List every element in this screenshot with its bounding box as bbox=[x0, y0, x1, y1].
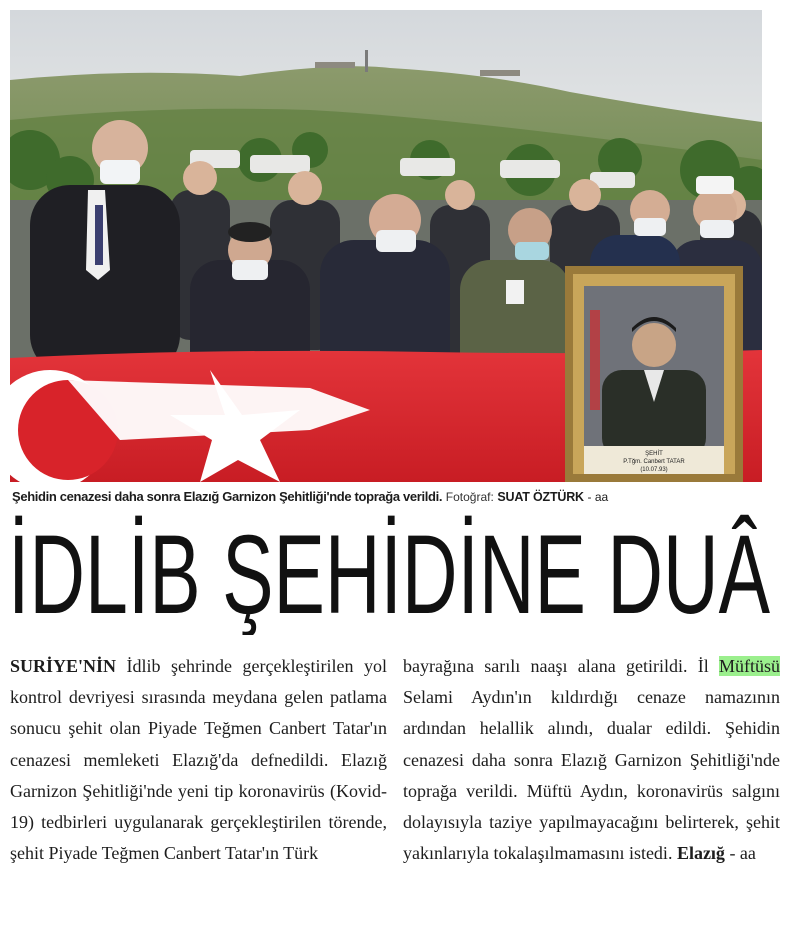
headline-text: İDLİB ŞEHİDİNE DUÂ bbox=[8, 512, 771, 635]
article-highlight: Müftüsü bbox=[718, 656, 780, 676]
portrait-caption-1: ŞEHİT bbox=[645, 451, 663, 457]
caption-photo-label: Fotoğraf: bbox=[445, 490, 494, 504]
article-right-text-2: Selami Aydın'ın kıldırdığı cenaze namazının ardından helallik alındı, dualar edildi. Şehidin cenazesi daha sonra Elazığ Garnizon Şehitliği'nde toprağa verildi. Müftü Aydın, koronavirüs salgını dolayısıyla taziye yapılmayacağını belirterek, şehit yakınlarıyla tokalaşılmamasını istedi. bbox=[403, 687, 780, 864]
caption-text: Şehidin cenazesi daha sonra Elazığ Garnizon Şehitliği'nde toprağa verildi. bbox=[12, 489, 443, 504]
article-paragraph-right bbox=[403, 651, 780, 869]
caption-source: - aa bbox=[587, 490, 609, 504]
headline bbox=[8, 505, 792, 635]
portrait-caption-2: P.Tğm. Canbert TATAR bbox=[623, 459, 685, 465]
news-photo bbox=[10, 10, 762, 482]
article-right-text-1: bayrağına sarılı naaşı alana getirildi. İl bbox=[403, 656, 719, 676]
portrait-caption-3: (10.07.93) bbox=[640, 467, 668, 473]
article-left-text: İdlib şehrinde gerçekleştirilen yol kontrol devriyesi sırasında meydana gelen patlama sonucu şehit olan Piyade Teğmen Canbert Tatar'ın cenazesi memleketi Elazığ'da defnedildi. Elazığ Garnizon Şehitliği'nde yeni tip koronavirüs (Kovid-19) tedbirleri uygulanarak gerçekleştirilen törende, şehit Piyade Teğmen Canbert Tatar'ın Türk bbox=[10, 656, 387, 864]
article-source: - aa bbox=[724, 843, 756, 864]
caption-photographer: SUAT ÖZTÜRK bbox=[497, 490, 584, 504]
article-paragraph-left bbox=[10, 651, 387, 869]
article-column-right bbox=[403, 651, 780, 869]
article-lead-word: SURİYE'NİN bbox=[10, 656, 117, 676]
article-location: Elazığ bbox=[676, 843, 725, 864]
article-column-left bbox=[10, 651, 387, 869]
photo-caption bbox=[12, 487, 792, 507]
